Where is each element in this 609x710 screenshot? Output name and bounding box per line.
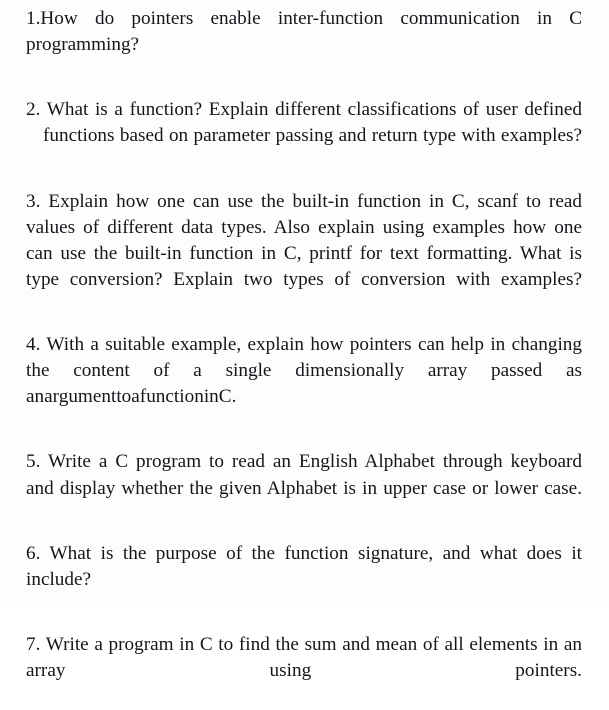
question-number: 4. xyxy=(26,334,41,356)
question-list xyxy=(26,6,582,710)
question-item xyxy=(26,632,582,710)
question-text: What is a function? Explain different classifications of user defined functions based on parameter passing and return type with examples? xyxy=(43,99,582,147)
question-item xyxy=(26,449,582,527)
question-text: Write a program in C to find the sum and mean of all elements in an array using pointers. xyxy=(26,633,582,682)
question-number: 6. xyxy=(26,542,41,564)
question-number: 1. xyxy=(26,8,41,29)
question-text: What is the purpose of the function signature, and what does it include? xyxy=(26,542,582,590)
question-text: With a suitable example, explain how pointers can help in changing the content of a single dimensionally array passed as anargumenttoafunctioninC. xyxy=(26,334,582,408)
question-number-gap xyxy=(40,451,48,472)
question-text: Write a C program to read an English Alphabet through keyboard and display whether the given Alphabet is in upper case or lower case. xyxy=(26,451,582,499)
question-text: Explain how one can use the built-in function in C, scanf to read values of different data types. Also explain using examples how one can use the built-in function in C, printf for text formatting. What is type conversion? Explain two types of conversion with examples? xyxy=(26,190,582,290)
question-number: 7. xyxy=(26,633,41,655)
question-item xyxy=(26,6,582,84)
question-item xyxy=(26,189,582,319)
question-number: 3. xyxy=(26,190,41,212)
question-item xyxy=(26,541,582,619)
question-number: 5. xyxy=(26,451,41,473)
question-item xyxy=(26,332,582,436)
question-item xyxy=(26,97,582,175)
question-text: How do pointers enable inter-function communication in C programming? xyxy=(26,8,582,56)
question-number: 2. xyxy=(26,99,41,121)
question-number-gap xyxy=(40,543,49,564)
